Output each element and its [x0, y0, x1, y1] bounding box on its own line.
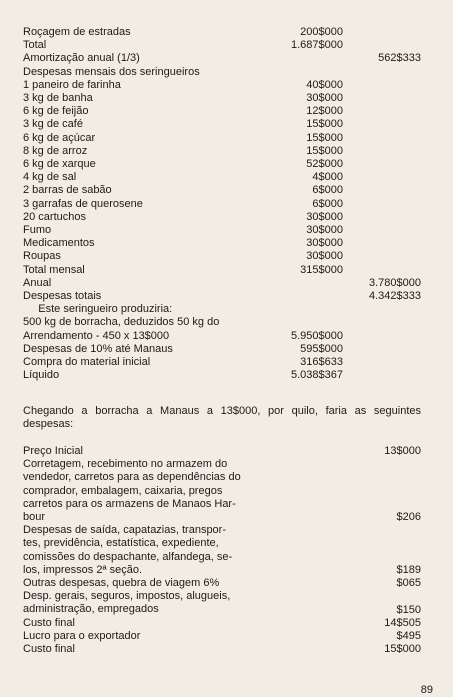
cost-item-amount: 13$000 — [384, 445, 421, 458]
row-partial-amount: 200$000 — [300, 26, 343, 38]
row-label: Líquido — [23, 369, 60, 382]
row-partial-amount: 6$000 — [312, 184, 343, 197]
expense-row — [23, 52, 423, 65]
row-label: 20 cartuchos — [23, 210, 86, 223]
row-total-amount: 3.780$000 — [369, 276, 421, 289]
expense-row — [23, 211, 423, 224]
row-partial-amount: 15$000 — [306, 131, 343, 144]
row-label: Despesas mensais dos seringueiros — [23, 65, 200, 78]
cost-item-text: comissões do despachante, alfandega, se- — [23, 550, 233, 563]
row-partial-amount: 595$000 — [300, 342, 343, 355]
row-partial-amount: 5.950$000 — [291, 329, 343, 342]
row-label: Total — [23, 39, 47, 52]
cost-item — [23, 577, 423, 590]
row-label: Compra do material inicial — [23, 356, 151, 368]
row-partial-amount: 30$000 — [306, 210, 343, 223]
expense-row — [23, 184, 423, 197]
row-label: Despesas totais — [23, 290, 102, 302]
expense-row — [23, 264, 423, 277]
expense-row — [23, 158, 423, 171]
row-partial-amount: 5.038$367 — [291, 369, 343, 382]
row-partial-amount: 1.687$000 — [291, 39, 343, 52]
row-label: 3 garrafas de querosene — [23, 197, 143, 210]
expense-row — [23, 198, 423, 211]
expense-row — [23, 303, 423, 316]
cost-item-text: administração, empregados — [23, 603, 159, 616]
cost-item-amount: $206 — [396, 511, 421, 524]
row-total-amount: 562$333 — [378, 52, 421, 65]
expense-row — [23, 290, 423, 303]
row-total-amount: 4.342$333 — [369, 290, 421, 302]
row-partial-amount: 30$000 — [306, 224, 343, 236]
cost-item-text: Outras despesas, quebra de viagem 6% — [23, 577, 220, 589]
cost-item-text: comprador, embalagem, caixaria, pregos — [23, 484, 223, 497]
row-label: Medicamentos — [23, 237, 95, 250]
cost-item-text: Despesas de saída, capatazias, transpor- — [23, 524, 227, 537]
row-partial-amount: 6$000 — [312, 197, 343, 210]
cost-item — [23, 630, 423, 643]
cost-item-text: bour — [23, 510, 46, 523]
row-partial-amount: 15$000 — [306, 144, 343, 157]
expense-row — [23, 171, 423, 184]
cost-item — [23, 590, 423, 616]
cost-item-text: Custo final — [23, 643, 75, 655]
row-partial-amount: 315$000 — [300, 263, 343, 276]
row-partial-amount: 4$000 — [312, 171, 343, 184]
row-label: 6 kg de feijão — [23, 105, 89, 118]
expense-row — [23, 369, 423, 382]
page-number: 89 — [420, 684, 433, 696]
row-label: 6 kg de açúcar — [23, 131, 96, 144]
cost-item-text: los, impressos 2ª seção. — [23, 563, 143, 576]
cost-item-text: Corretagem, recebimento no armazem do — [23, 458, 228, 471]
expense-row — [23, 343, 423, 356]
expense-row — [23, 145, 423, 158]
cost-item-text: Preço Inicial — [23, 445, 83, 457]
row-label: 500 kg de borracha, deduzidos 50 kg do — [23, 316, 220, 329]
row-label: Amortização anual (1/3) — [23, 52, 140, 65]
expense-row — [23, 224, 423, 237]
expense-row — [23, 132, 423, 145]
row-partial-amount: 30$000 — [306, 237, 343, 250]
expense-row — [23, 118, 423, 131]
row-label: 3 kg de café — [23, 118, 83, 131]
row-label: 4 kg de sal — [23, 171, 77, 184]
expense-row — [23, 66, 423, 79]
cost-item-text: Desp. gerais, seguros, impostos, alugueis, — [23, 590, 231, 603]
cost-item-amount: $189 — [396, 563, 421, 576]
intro-paragraph: Chegando a borracha a Manaus a 13$000, por quilo, faria as seguintes despesas: — [23, 405, 421, 430]
row-label: Fumo — [23, 224, 52, 236]
cost-item-amount: 15$000 — [384, 643, 421, 656]
row-label: Arrendamento - 450 x 13$000 — [23, 329, 170, 342]
row-label: 8 kg de arroz — [23, 144, 88, 157]
expense-row — [23, 330, 423, 343]
expense-row — [23, 237, 423, 250]
row-label: 1 paneiro de farinha — [23, 78, 121, 91]
cost-item-text: tes, previdência, estatística, expediente, — [23, 537, 219, 550]
row-label: Este seringueiro produziria: — [23, 303, 173, 316]
row-label: 3 kg de banha — [23, 92, 93, 104]
row-partial-amount: 30$000 — [306, 92, 343, 104]
cost-item — [23, 445, 423, 458]
cost-item — [23, 617, 423, 630]
row-partial-amount: 30$000 — [306, 250, 343, 263]
row-label: Despesas de 10% até Manaus — [23, 342, 173, 355]
cost-item — [23, 524, 423, 577]
cost-item — [23, 643, 423, 656]
expense-row — [23, 277, 423, 290]
expense-row — [23, 26, 423, 39]
cost-item-amount: $150 — [396, 603, 421, 616]
row-partial-amount: 52$000 — [306, 158, 343, 170]
cost-item-amount: $495 — [396, 629, 421, 642]
expense-row — [23, 316, 423, 329]
cost-item-text: Lucro para o exportador — [23, 629, 141, 642]
row-partial-amount: 12$000 — [306, 105, 343, 118]
row-label: Roupas — [23, 250, 61, 263]
expense-row — [23, 92, 423, 105]
row-partial-amount: 316$633 — [300, 356, 343, 368]
cost-item-amount: $065 — [396, 577, 421, 590]
cost-item-amount: 14$505 — [384, 616, 421, 629]
cost-item-text: carretos para os armazens de Manaos Har- — [23, 497, 236, 510]
row-label: Anual — [23, 276, 52, 289]
row-partial-amount: 40$000 — [306, 78, 343, 91]
row-label: 6 kg de xarque — [23, 158, 96, 170]
cost-item-text: vendedor, carretos para as dependências do — [23, 471, 241, 484]
expense-row — [23, 39, 423, 52]
expense-row — [23, 105, 423, 118]
cost-item-text: Custo final — [23, 616, 75, 629]
cost-item — [23, 458, 423, 524]
expense-row — [23, 250, 423, 263]
row-label: 2 barras de sabão — [23, 184, 112, 197]
expense-row — [23, 356, 423, 369]
expense-row — [23, 79, 423, 92]
row-label: Roçagem de estradas — [23, 26, 131, 38]
row-label: Total mensal — [23, 263, 85, 276]
row-partial-amount: 15$000 — [306, 118, 343, 131]
